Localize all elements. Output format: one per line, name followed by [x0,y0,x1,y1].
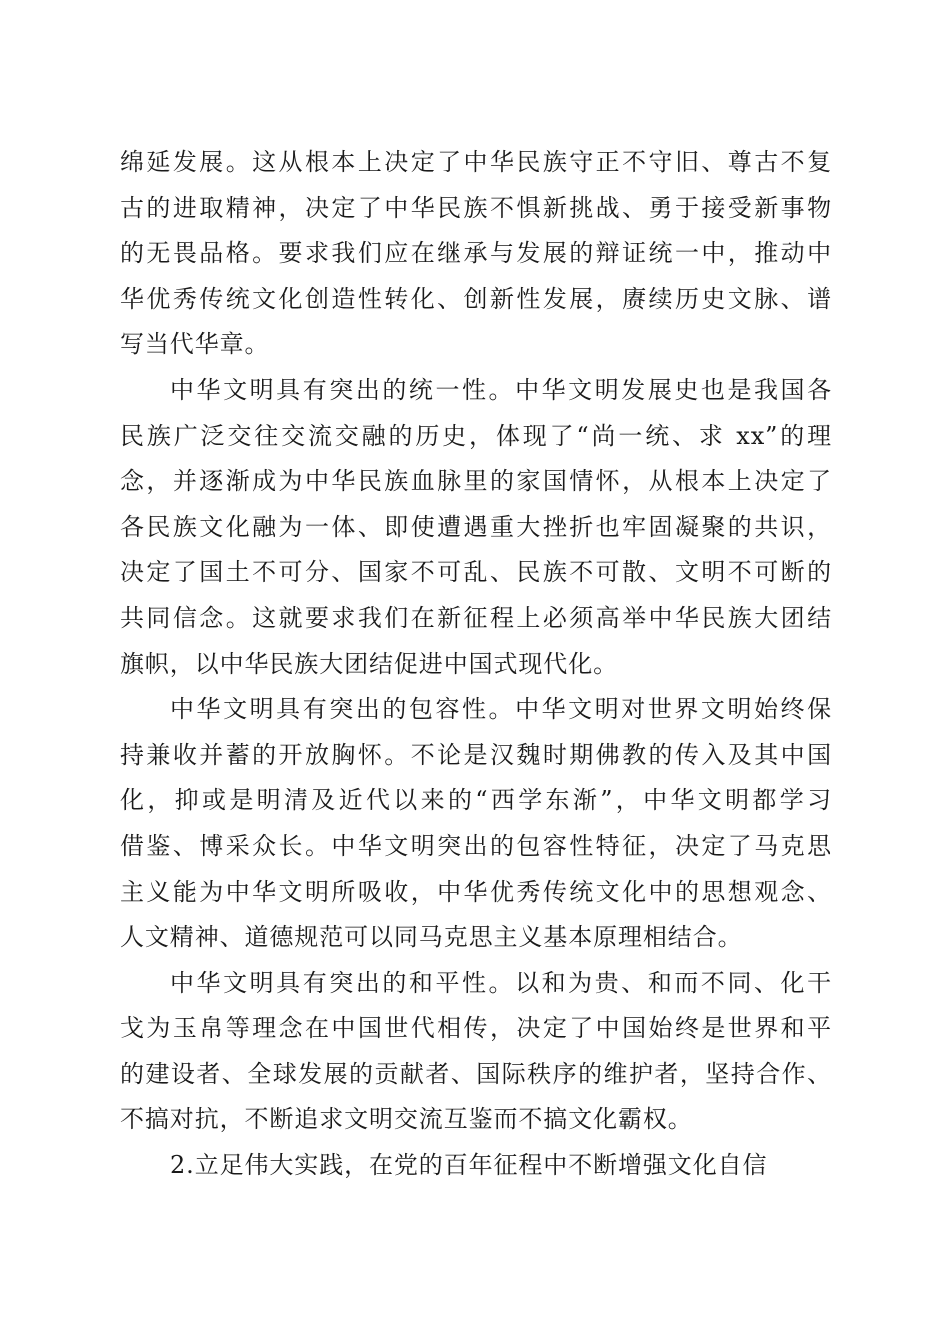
text-line: 共同信念。这就要求我们在新征程上必须高举中华民族大团结 [120,603,832,632]
document-body [120,140,832,1189]
text-line: 的无畏品格。要求我们应在继承与发展的辩证统一中，推动中 [120,239,832,268]
text-line: 念，并逐渐成为中华民族血脉里的家国情怀，从根本上决定了 [120,467,832,496]
text-line: 决定了国土不可分、国家不可乱、民族不可散、文明不可断的 [120,558,832,587]
text-line: 的建设者、全球发展的贡献者、国际秩序的维护者，坚持合作、 [120,1059,832,1088]
paragraph-first-line: 中华文明具有突出的包容性。中华文明对世界文明始终保 [170,695,832,724]
text-line: 各民族文化融为一体、即使遭遇重大挫折也牢固凝聚的共识， [120,512,832,541]
section-heading: 2.立足伟大实践，在党的百年征程中不断增强文化自信 [170,1151,768,1180]
text-line: 写当代华章。 [120,330,270,359]
text-line: 华优秀传统文化创造性转化、创新性发展，赓续历史文脉、谱 [120,284,832,313]
text-line: 绵延发展。这从根本上决定了中华民族守正不守旧、尊古不复 [120,148,832,176]
text-line: 不搞对抗，不断追求文明交流互鉴而不搞文化霸权。 [120,1105,693,1134]
text-line: 旗帜，以中华民族大团结促进中国式现代化。 [120,649,618,678]
text-line: 民族广泛交往交流交融的历史，体现了“尚一统、求 xx”的理 [120,421,832,450]
text-line: 戈为玉帛等理念在中国世代相传，决定了中国始终是世界和平 [120,1014,832,1043]
text-line: 主义能为中华文明所吸收，中华优秀传统文化中的思想观念、 [120,877,832,906]
paragraph-first-line: 中华文明具有突出的统一性。中华文明发展史也是我国各 [170,375,832,404]
text-line: 持兼收并蓄的开放胸怀。不论是汉魏时期佛教的传入及其中国 [120,740,832,769]
text-line: 化，抑或是明清及近代以来的“西学东渐”，中华文明都学习 [120,786,832,815]
text-line: 借鉴、博采众长。中华文明突出的包容性特征，决定了马克思 [120,831,832,860]
text-line: 人文精神、道德规范可以同马克思主义基本原理相结合。 [120,923,743,952]
paragraph-first-line: 中华文明具有突出的和平性。以和为贵、和而不同、化干 [170,968,832,997]
text-line: 古的进取精神，决定了中华民族不惧新挑战、勇于接受新事物 [120,193,832,222]
